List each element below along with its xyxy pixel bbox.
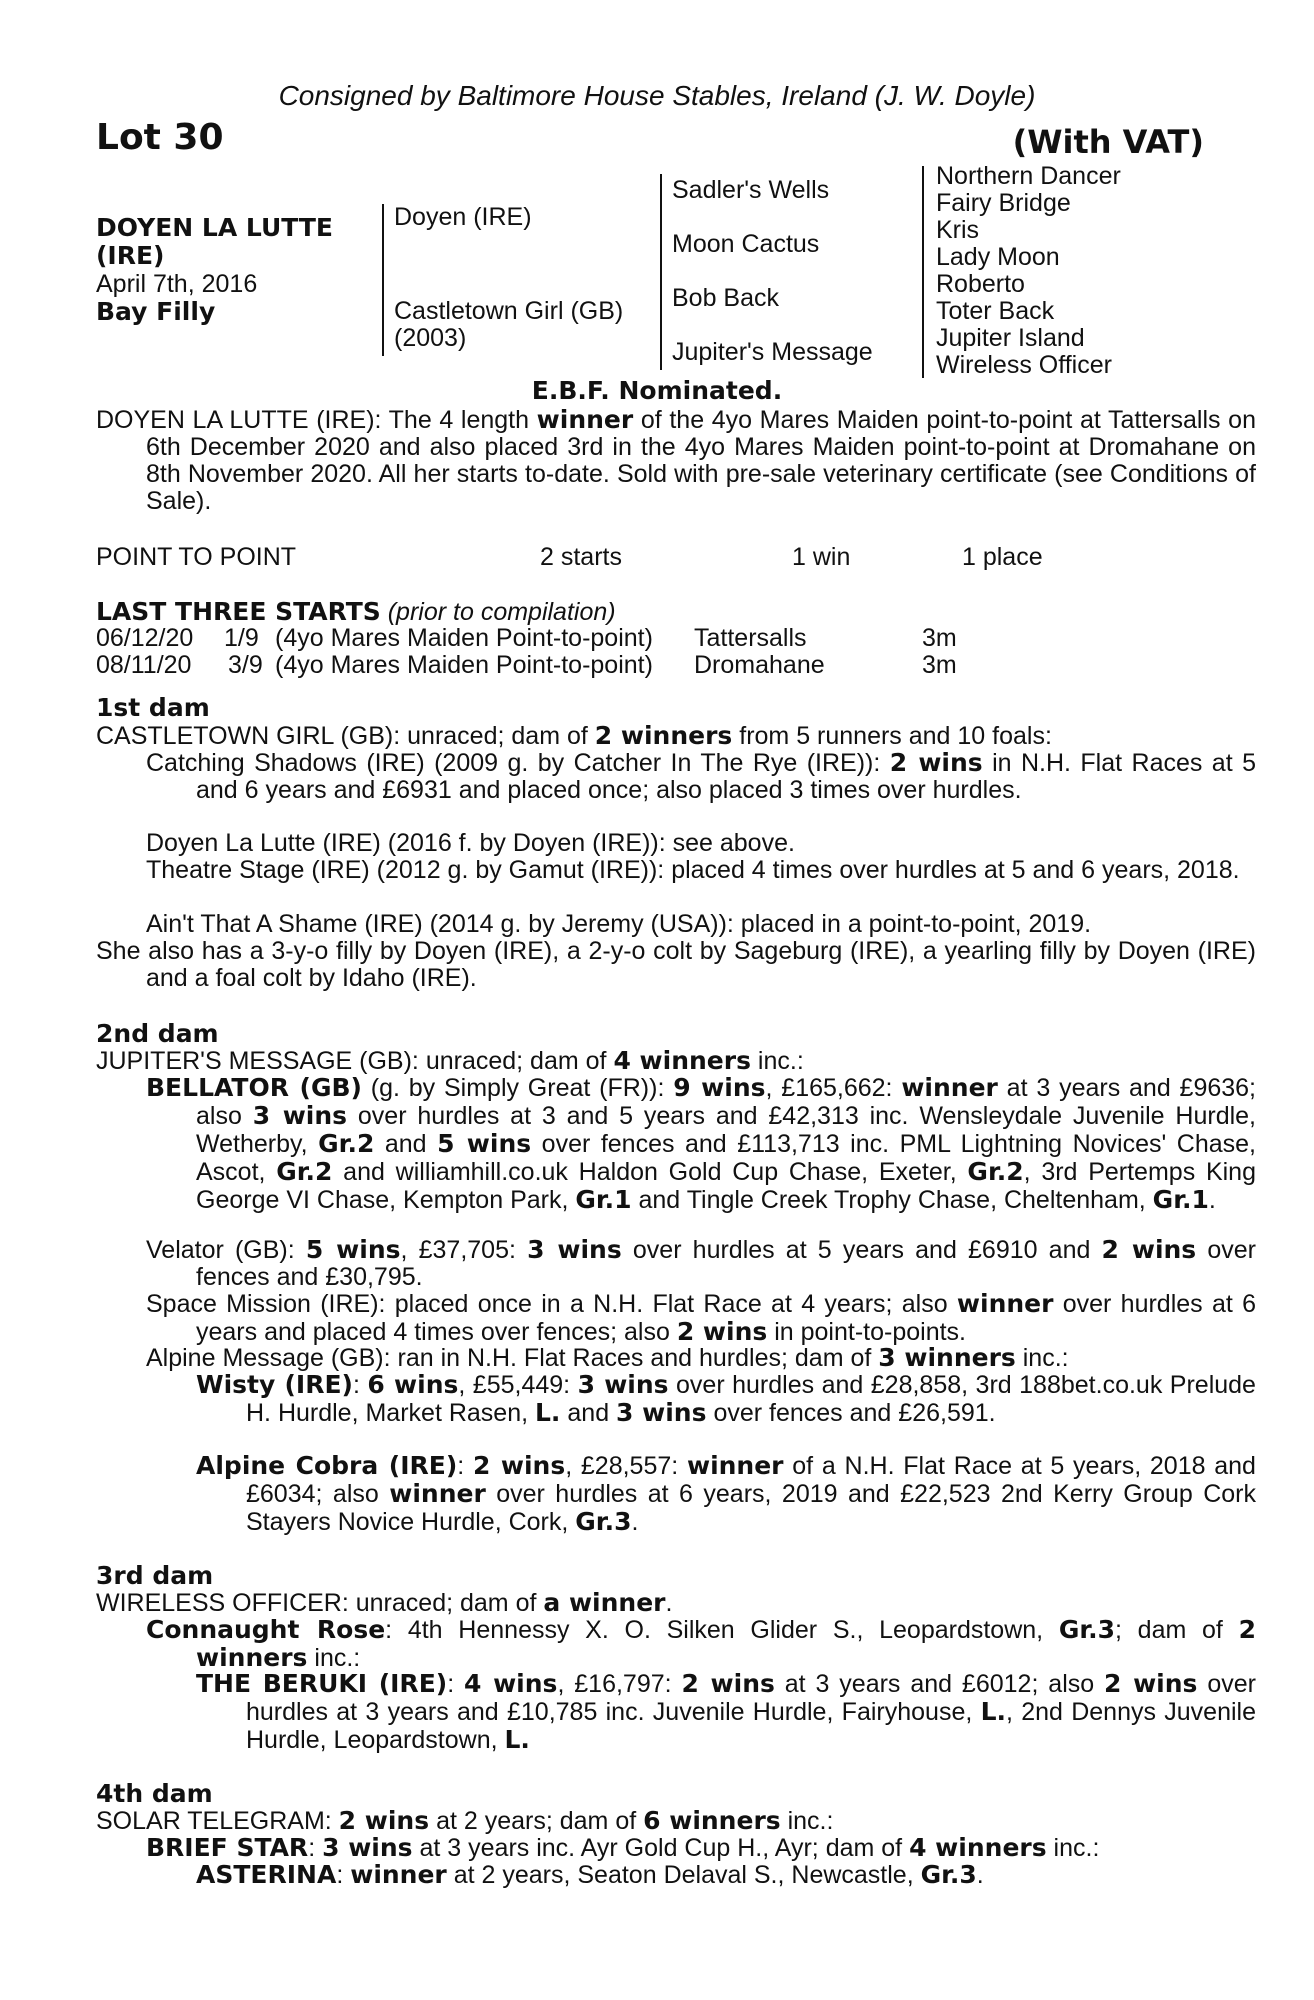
progeny-entry-the-beruki: THE BERUKI (IRE): 4 wins, £16,797: 2 wins at 3 years and £6012; also 2 wins over hurdles at 3 years and £10,785 inc. Juvenile Hurdle, Fairyhouse, L., 2nd Dennys Juvenile Hurdle, Leopardstown, L. xyxy=(196,1669,1256,1754)
second-dam-heading: 2nd dam xyxy=(96,1019,219,1048)
progeny-entry-space-mission: Space Mission (IRE): placed once in a N.H. Flat Race at 4 years; also winner over hurdles at 6 years and placed 4 times over fences; also 2 wins in point-to-points. xyxy=(146,1289,1256,1346)
progeny-entry-bellator: BELLATOR (GB) (g. by Simply Great (FR)): 9 wins, £165,662: winner at 3 years and £9636; also 3 wins over hurdles at 3 and 5 years and £42,313 inc. Wensleydale Juvenile Hurdle, Wetherby, Gr.2 and 5 wins over fences and £113,713 inc. PML Lightning Novices' Chase, Ascot, Gr.2 and williamhill.co.uk Haldon Gold Cup Chase, Exeter, Gr.2, 3rd Pertemps King George VI Chase, Kempton Park, Gr.1 and Tingle Creek Trophy Chase, Cheltenham, Gr.1. xyxy=(146,1073,1256,1214)
last-starts-heading: LAST THREE STARTS (prior to compilation) xyxy=(96,597,616,626)
fourth-dam-heading: 4th dam xyxy=(96,1779,213,1808)
pedigree-grandparent: Bob Back xyxy=(672,284,780,312)
progeny-entry-alpine-cobra: Alpine Cobra (IRE): 2 wins, £28,557: winner of a N.H. Flat Race at 5 years, 2018 and £6034; also winner over hurdles at 6 years, 2019 and £22,523 2nd Kerry Group Cork Stayers Novice Hurdle, Cork, Gr.3. xyxy=(196,1451,1257,1536)
first-dam-line: CASTLETOWN GIRL (GB): unraced; dam of 2 winners from 5 runners and 10 foals: xyxy=(96,721,1052,750)
start-date: 08/11/20 xyxy=(96,651,192,679)
start-distance: 3m xyxy=(922,624,957,652)
pedigree-grandparent: Jupiter's Message xyxy=(672,338,873,366)
pedigree-great-grandparent: Northern Dancer xyxy=(936,162,1121,190)
start-course: Dromahane xyxy=(694,651,825,679)
pedigree-divider-2 xyxy=(660,174,662,370)
start-race: (4yo Mares Maiden Point-to-point) xyxy=(275,651,653,679)
record-places: 1 place xyxy=(962,543,1043,571)
pedigree-great-grandparent: Lady Moon xyxy=(936,243,1060,271)
record-wins: 1 win xyxy=(792,543,851,571)
pedigree-great-grandparent: Toter Back xyxy=(936,297,1055,325)
progeny-entry-connaught-rose: Connaught Rose: 4th Hennessy X. O. Silken Glider S., Leopardstown, Gr.3; dam of 2 winners inc.: xyxy=(146,1615,1256,1672)
first-dam-heading: 1st dam xyxy=(96,693,210,722)
start-distance: 3m xyxy=(922,651,957,679)
horse-name xyxy=(96,214,333,270)
ebf-nominated: E.B.F. Nominated. xyxy=(531,376,783,405)
fourth-dam-line: SOLAR TELEGRAM: 2 wins at 2 years; dam of 6 winners inc.: xyxy=(96,1806,834,1835)
progeny-entry: Catching Shadows (IRE) (2009 g. by Catcher In The Rye (IRE)): 2 wins in N.H. Flat Races at 5 and 6 years and £6931 and placed once; also placed 3 times over hurdles. xyxy=(146,748,1256,804)
start-position: 3/9 xyxy=(228,651,263,679)
pedigree-divider-1 xyxy=(382,204,384,356)
foaling-date: April 7th, 2016 xyxy=(96,270,258,298)
third-dam-line: WIRELESS OFFICER: unraced; dam of a winner. xyxy=(96,1588,673,1617)
vat-label: (With VAT) xyxy=(1012,123,1204,161)
pedigree-great-grandparent: Kris xyxy=(936,216,980,244)
progeny-entry: Theatre Stage (IRE) (2012 g. by Gamut (IRE)): placed 4 times over hurdles at 5 and 6 years, 2018. xyxy=(146,856,1240,884)
progeny-entry-wisty: Wisty (IRE): 6 wins, £55,449: 3 wins over hurdles and £28,858, 3rd 188bet.co.uk Prelude H. Hurdle, Market Rasen, L. and 3 wins over fences and £26,591. xyxy=(196,1370,1256,1427)
pedigree-great-grandparent: Fairy Bridge xyxy=(936,189,1071,217)
progeny-entry: Ain't That A Shame (IRE) (2014 g. by Jeremy (USA)): placed in a point-to-point, 2019. xyxy=(146,910,1092,938)
progeny-entry-asterina: ASTERINA: winner at 2 years, Seaton Delaval S., Newcastle, Gr.3. xyxy=(196,1860,984,1889)
pedigree-divider-3 xyxy=(922,166,924,378)
consignor-line: Consigned by Baltimore House Stables, Ireland (J. W. Doyle) xyxy=(278,80,1036,111)
pedigree-grandparent: Moon Cactus xyxy=(672,230,820,258)
colour-sex: Bay Filly xyxy=(96,297,216,326)
pedigree-great-grandparent: Roberto xyxy=(936,270,1025,298)
horse-name-line1: DOYEN LA LUTTE xyxy=(96,213,333,242)
third-dam-heading: 3rd dam xyxy=(96,1561,214,1590)
start-date: 06/12/20 xyxy=(96,624,194,652)
horse-name-line2: (IRE) xyxy=(96,241,165,270)
pedigree-great-grandparent: Wireless Officer xyxy=(936,351,1112,379)
record-starts: 2 starts xyxy=(540,543,622,571)
start-course: Tattersalls xyxy=(694,624,807,652)
lot-number: Lot 30 xyxy=(96,117,224,158)
pedigree-dam: Castletown Girl (GB) xyxy=(394,297,624,325)
progeny-entry-alpine-message: Alpine Message (GB): ran in N.H. Flat Races and hurdles; dam of 3 winners inc.: xyxy=(146,1343,1069,1372)
record-category: POINT TO POINT xyxy=(96,543,297,571)
progeny-entry-velator: Velator (GB): 5 wins, £37,705: 3 wins over hurdles at 5 years and £6910 and 2 wins over fences and £30,795. xyxy=(146,1235,1256,1291)
start-position: 1/9 xyxy=(224,624,259,652)
progeny-entry-brief-star: BRIEF STAR: 3 wins at 3 years inc. Ayr Gold Cup H., Ayr; dam of 4 winners inc.: xyxy=(146,1833,1100,1862)
pedigree-great-grandparent: Jupiter Island xyxy=(936,324,1085,352)
start-race: (4yo Mares Maiden Point-to-point) xyxy=(275,624,653,652)
pedigree-dam-year: (2003) xyxy=(394,324,467,352)
pedigree-grandparent: Sadler's Wells xyxy=(672,176,830,204)
pedigree-sire: Doyen (IRE) xyxy=(394,203,532,231)
second-dam-line: JUPITER'S MESSAGE (GB): unraced; dam of 4 winners inc.: xyxy=(96,1046,804,1075)
progeny-entry: Doyen La Lutte (IRE) (2016 f. by Doyen (IRE)): see above. xyxy=(146,829,795,857)
horse-summary: DOYEN LA LUTTE (IRE): The 4 length winner of the 4yo Mares Maiden point-to-point at Tattersalls on 6th December 2020 and also placed 3rd in the 4yo Mares Maiden point-to-point at Dromahane on 8th November 2020. All her starts to-date. Sold with pre-sale veterinary certificate (see Conditions of Sale). xyxy=(96,405,1256,515)
progeny-note: She also has a 3-y-o filly by Doyen (IRE), a 2-y-o colt by Sageburg (IRE), a yearling filly by Doyen (IRE) and a foal colt by Idaho (IRE). xyxy=(96,937,1256,992)
